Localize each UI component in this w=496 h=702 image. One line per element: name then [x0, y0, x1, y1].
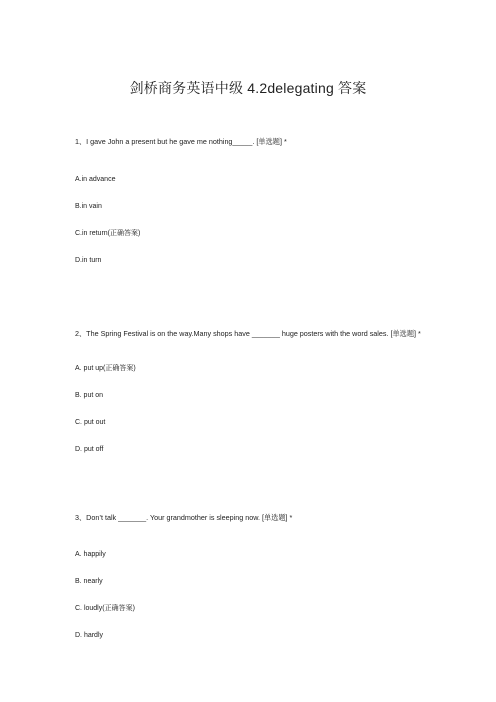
option-c: C. loudly(正确答案): [75, 605, 135, 612]
option-d: D. put off: [75, 446, 104, 453]
option-a: A.in advance: [75, 176, 116, 183]
option-a: A. put up(正确答案): [75, 365, 136, 372]
options-list: [75, 175, 435, 266]
question-text: 1、I gave John a present but he gave me nothing_____. [单选题] *: [75, 137, 287, 146]
option-c: C.in return(正确答案): [75, 230, 141, 237]
option-b: B. put on: [75, 392, 104, 399]
option-b: B.in vain: [75, 203, 102, 210]
option-d: D. hardly: [75, 632, 104, 639]
option-d: D.in turn: [75, 257, 102, 264]
question-text: 3、Don’t talk _______. Your grandmother is sleeping now. [单选题] *: [75, 513, 293, 522]
option-a: A. happily: [75, 551, 106, 558]
options-list: [75, 364, 435, 455]
question-text: 2、The Spring Festival is on the way.Many shops have _______ huge posters with the word sales. [单选题] *: [75, 329, 421, 338]
question-3: [75, 512, 435, 658]
question-2: [75, 328, 435, 472]
options-list: [75, 550, 435, 641]
option-b: B. nearly: [75, 578, 103, 585]
option-c: C. put out: [75, 419, 106, 426]
question-1: [75, 136, 435, 283]
document-title: 剑桥商务英语中级 4.2delegating 答案: [129, 80, 367, 96]
